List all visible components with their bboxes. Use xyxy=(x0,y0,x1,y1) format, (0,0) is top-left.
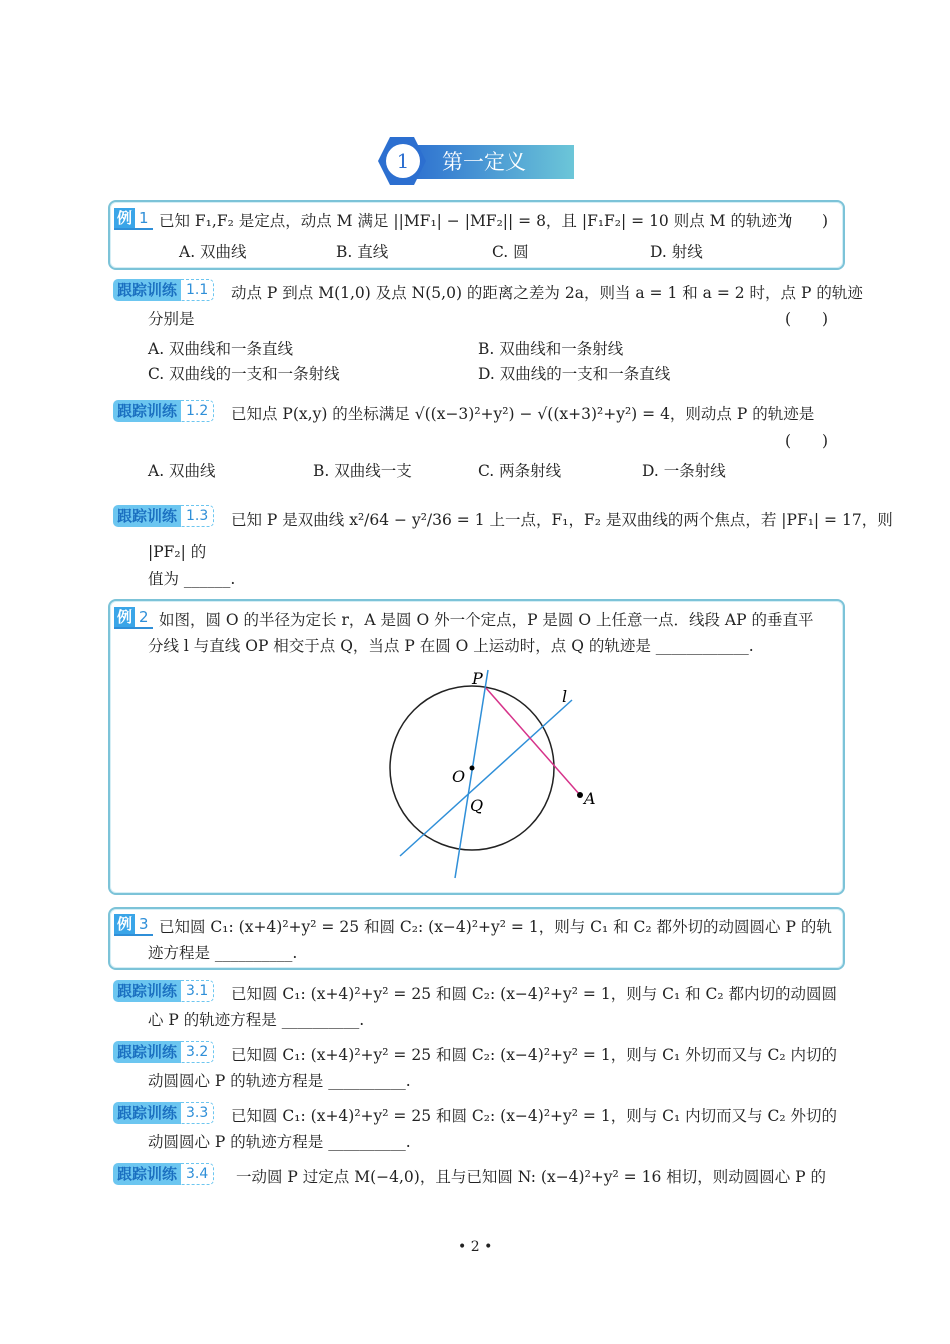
training-tag: 跟踪训练 xyxy=(113,1041,181,1063)
label-o: O xyxy=(452,767,466,786)
answer-paren: ( ) xyxy=(785,432,829,450)
training-tag: 跟踪训练 xyxy=(113,400,181,422)
training-3-3-text: 已知圆 C₁: (x+4)²+y² = 25 和圆 C₂: (x−4)²+y² = 1，则与 C₁ 内切而又与 C₂ 外切的 xyxy=(231,1107,838,1125)
answer-paren: ( ) xyxy=(785,212,829,230)
training-tag: 跟踪训练 xyxy=(113,505,181,527)
label-a: A xyxy=(584,789,596,808)
training-number: 3.3 xyxy=(181,1102,214,1124)
option-d: D. 一条射线 xyxy=(642,462,726,480)
training-3-1-label xyxy=(113,980,214,1002)
option-c: C. 圆 xyxy=(492,243,529,261)
training-tag: 跟踪训练 xyxy=(113,279,181,301)
training-1-2-label xyxy=(113,400,214,422)
training-1-3-label xyxy=(113,505,214,527)
training-1-2-text: 已知点 P(x,y) 的坐标满足 √((x−3)²+y²) − √((x+3)²+y²) = 4，则动点 P 的轨迹是 xyxy=(231,405,815,423)
section-number: 1 xyxy=(386,144,420,178)
option-d: D. 双曲线的一支和一条直线 xyxy=(478,365,671,383)
geometry-figure xyxy=(380,660,610,890)
training-tag: 跟踪训练 xyxy=(113,1163,181,1185)
section-header xyxy=(378,137,574,185)
point-o xyxy=(470,766,475,771)
training-1-1-text: 动点 P 到点 M(1,0) 及点 N(5,0) 的距离之差为 2a，则当 a = 1 和 a = 2 时，点 P 的轨迹 xyxy=(231,284,863,302)
training-1-3-text-2: |PF₂| 的 xyxy=(148,543,207,561)
line-l xyxy=(400,700,572,856)
example-number: 1 xyxy=(139,209,149,227)
training-3-1-text-2: 心 P 的轨迹方程是 __________. xyxy=(148,1011,365,1029)
example-tag: 例 xyxy=(114,208,135,228)
training-3-2-label xyxy=(113,1041,214,1063)
example-tag: 例 xyxy=(114,914,135,934)
training-1-3-text: 已知 P 是双曲线 x²/64 − y²/36 = 1 上一点，F₁，F₂ 是双曲线的两个焦点，若 |PF₁| = 17，则 xyxy=(231,511,893,529)
option-d: D. 射线 xyxy=(650,243,703,261)
training-1-3-text-3: 值为 ______. xyxy=(148,570,236,588)
training-3-1-text: 已知圆 C₁: (x+4)²+y² = 25 和圆 C₂: (x−4)²+y² = 1，则与 C₁ 和 C₂ 都内切的动圆圆 xyxy=(231,985,838,1003)
label-l: l xyxy=(562,687,568,706)
training-tag: 跟踪训练 xyxy=(113,1102,181,1124)
training-number: 1.3 xyxy=(181,505,214,527)
option-c: C. 两条射线 xyxy=(478,462,562,480)
training-number: 3.1 xyxy=(181,980,214,1002)
label-p: P xyxy=(472,669,483,688)
example-2-text: 如图，圆 O 的半径为定长 r，A 是圆 O 外一个定点，P 是圆 O 上任意一点．线段 AP 的垂直平 xyxy=(159,611,814,629)
training-3-3-label xyxy=(113,1102,214,1124)
example-3-text: 已知圆 C₁: (x+4)²+y² = 25 和圆 C₂: (x−4)²+y² = 1，则与 C₁ 和 C₂ 都外切的动圆圆心 P 的轨 xyxy=(159,918,832,936)
training-1-1-text-2: 分别是 xyxy=(148,310,195,328)
option-b: B. 双曲线和一条射线 xyxy=(478,340,624,358)
training-3-4-label xyxy=(113,1163,214,1185)
training-3-4-text: 一动圆 P 过定点 M(−4,0)，且与已知圆 N: (x−4)²+y² = 16 相切，则动圆圆心 P 的 xyxy=(236,1168,827,1186)
option-c: C. 双曲线的一支和一条射线 xyxy=(148,365,340,383)
option-b: B. 双曲线一支 xyxy=(313,462,412,480)
training-number: 1.1 xyxy=(181,279,214,301)
example-2-label xyxy=(114,607,153,629)
example-number: 3 xyxy=(139,915,149,933)
training-tag: 跟踪训练 xyxy=(113,980,181,1002)
option-a: A. 双曲线和一条直线 xyxy=(148,340,294,358)
section-title: 第一定义 xyxy=(442,150,526,174)
example-2-text-2: 分线 l 与直线 OP 相交于点 Q，当点 P 在圆 O 上运动时，点 Q 的轨迹是 ____________. xyxy=(148,637,754,655)
example-3-label xyxy=(114,914,153,936)
answer-paren: ( ) xyxy=(785,310,829,328)
label-q: Q xyxy=(470,796,484,815)
point-a xyxy=(577,792,583,798)
option-a: A. 双曲线 xyxy=(179,243,247,261)
example-tag: 例 xyxy=(114,607,135,627)
option-a: A. 双曲线 xyxy=(148,462,216,480)
training-1-1-label xyxy=(113,279,214,301)
training-number: 1.2 xyxy=(181,400,214,422)
example-1-text: 已知 F₁,F₂ 是定点，动点 M 满足 ||MF₁| − |MF₂|| = 8，且 |F₁F₂| = 10 则点 M 的轨迹为 xyxy=(159,212,793,230)
training-3-2-text-2: 动圆圆心 P 的轨迹方程是 __________. xyxy=(148,1072,411,1090)
training-number: 3.2 xyxy=(181,1041,214,1063)
training-3-3-text-2: 动圆圆心 P 的轨迹方程是 __________. xyxy=(148,1133,411,1151)
option-b: B. 直线 xyxy=(336,243,389,261)
page-number: • 2 • xyxy=(458,1239,493,1255)
example-3-text-2: 迹方程是 __________. xyxy=(148,944,298,962)
training-3-2-text: 已知圆 C₁: (x+4)²+y² = 25 和圆 C₂: (x−4)²+y² = 1，则与 C₁ 外切而又与 C₂ 内切的 xyxy=(231,1046,838,1064)
example-number: 2 xyxy=(139,608,149,626)
example-1-label xyxy=(114,208,153,230)
training-number: 3.4 xyxy=(181,1163,214,1185)
